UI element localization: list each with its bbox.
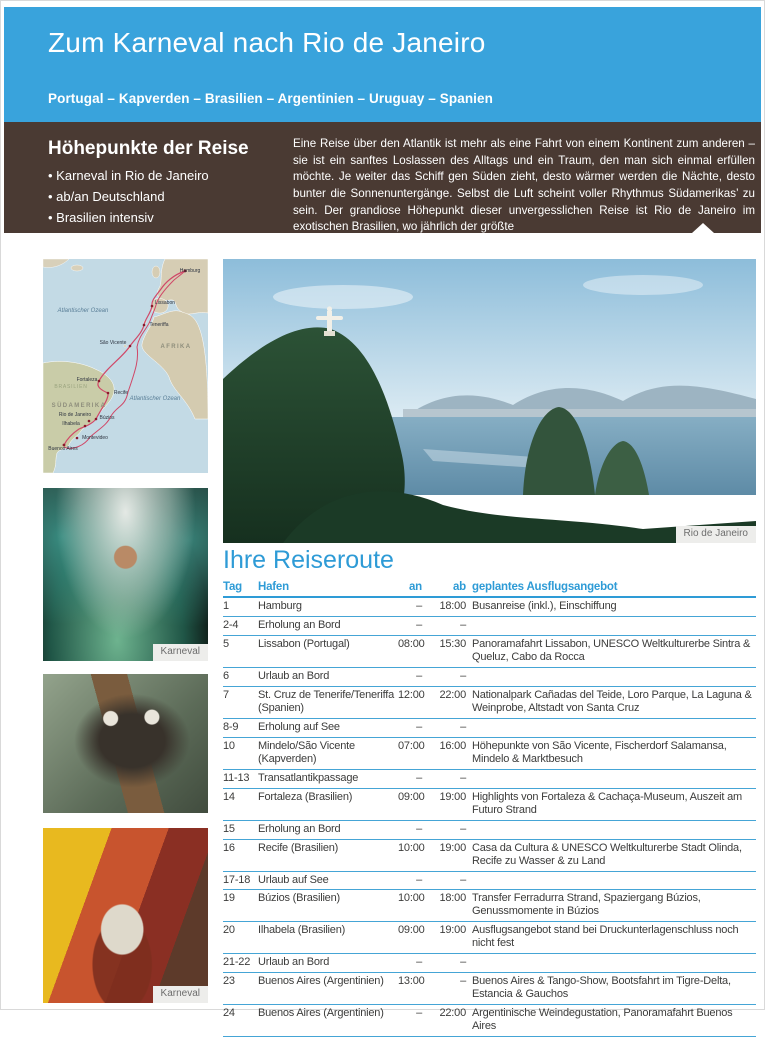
cell-dep: 19:00	[422, 922, 466, 954]
cell-dep: –	[422, 667, 466, 686]
map-port-label: Teneriffa	[149, 322, 169, 328]
itinerary-row	[223, 820, 756, 839]
cell-day: 5	[223, 635, 258, 667]
cell-dep: –	[422, 820, 466, 839]
cell-arr: –	[398, 769, 422, 788]
cell-day: 10	[223, 737, 258, 769]
cell-plan: Highlights von Fortaleza & Cachaça-Museum, Auszeit am Futuro Strand	[466, 788, 756, 820]
cell-port: Búzios (Brasilien)	[258, 890, 398, 922]
map-port-label: São Vicente	[99, 340, 127, 346]
highlight-item: • Brasilien intensiv	[48, 208, 209, 229]
cell-plan	[466, 616, 756, 635]
cell-plan: Nationalpark Cañadas del Teide, Loro Parque, La Laguna & Weinprobe, Altstadt von Santa Cruz	[466, 686, 756, 718]
cell-port: Recife (Brasilien)	[258, 839, 398, 871]
cell-port: Erholung auf See	[258, 718, 398, 737]
highlights-list	[48, 166, 209, 228]
itinerary-row	[223, 737, 756, 769]
cell-arr: –	[398, 616, 422, 635]
itinerary-row	[223, 973, 756, 1005]
map-area-label: BRASILIEN	[54, 384, 88, 390]
cell-dep: –	[422, 954, 466, 973]
cell-arr: 13:00	[398, 973, 422, 1005]
route-countries-subtitle: Portugal – Kapverden – Brasilien – Argentinien – Uruguay – Spanien	[48, 91, 493, 106]
itinerary-row	[223, 1005, 756, 1037]
map-port-label: Lissabon	[154, 300, 176, 306]
cell-dep: 15:30	[422, 635, 466, 667]
highlight-item: • Karneval in Rio de Janeiro	[48, 166, 209, 187]
col-header-excursions: geplantes Ausflugsangebot	[466, 581, 756, 597]
cell-plan	[466, 667, 756, 686]
cell-port: Mindelo/São Vicente (Kapverden)	[258, 737, 398, 769]
cell-arr: 08:00	[398, 635, 422, 667]
cell-day: 24	[223, 1005, 258, 1037]
cell-port: Urlaub an Bord	[258, 954, 398, 973]
cell-port: Erholung an Bord	[258, 820, 398, 839]
monkey-photo	[43, 674, 208, 813]
cell-day: 16	[223, 839, 258, 871]
cell-plan: Höhepunkte von São Vicente, Fischerdorf Salamansa, Mindelo & Marktbesuch	[466, 737, 756, 769]
map-port-label: Rio de Janeiro	[58, 412, 92, 418]
map-port-label: Hamburg	[179, 268, 201, 274]
itinerary-row	[223, 597, 756, 616]
col-header-port: Hafen	[258, 581, 398, 597]
page-header	[4, 7, 761, 122]
cell-port: Erholung an Bord	[258, 616, 398, 635]
cell-port: Buenos Aires (Argentinien)	[258, 973, 398, 1005]
cell-plan: Ausflugsangebot stand bei Druckunterlagenschluss noch nicht fest	[466, 922, 756, 954]
itinerary-row	[223, 954, 756, 973]
route-map-image	[43, 259, 208, 473]
scroll-up-arrow-icon	[692, 223, 714, 233]
cell-port: Buenos Aires (Argentinien)	[258, 1005, 398, 1037]
map-area-label: Atlantischer Ozean	[129, 396, 181, 402]
col-header-day: Tag	[223, 581, 258, 597]
itinerary-row	[223, 769, 756, 788]
cell-plan: Panoramafahrt Lissabon, UNESCO Weltkulturerbe Sintra & Queluz, Cabo da Rocca	[466, 635, 756, 667]
map-area-label: AFRIKA	[160, 344, 192, 350]
atlantic-map-graphic	[43, 259, 208, 473]
cell-arr: –	[398, 667, 422, 686]
cell-port: Ilhabela (Brasilien)	[258, 922, 398, 954]
drummers-photo	[43, 828, 208, 1003]
cell-port: St. Cruz de Tenerife/Teneriffa (Spanien)	[258, 686, 398, 718]
highlights-band	[4, 122, 761, 233]
itinerary-row	[223, 890, 756, 922]
cell-plan: Casa da Cultura & UNESCO Weltkulturerbe Stadt Olinda, Recife zu Wasser & zu Land	[466, 839, 756, 871]
cell-day: 19	[223, 890, 258, 922]
cell-dep: 19:00	[422, 839, 466, 871]
cell-arr: –	[398, 597, 422, 616]
cell-port: Transatlantikpassage	[258, 769, 398, 788]
cell-day: 2-4	[223, 616, 258, 635]
map-port-label: Buenos Aires	[48, 446, 78, 452]
cell-day: 21-22	[223, 954, 258, 973]
col-header-arrival: an	[398, 581, 422, 597]
cell-plan: Buenos Aires & Tango-Show, Bootsfahrt im Tigre-Delta, Estancia & Gauchos	[466, 973, 756, 1005]
cell-day: 7	[223, 686, 258, 718]
cell-plan	[466, 954, 756, 973]
cell-arr: 09:00	[398, 788, 422, 820]
intro-paragraph: Eine Reise über den Atlantik ist mehr als eine Fahrt von einem Kontinent zum anderen – sie ist ein sanftes Loslassen des Alltags und ein Traum, den man sich einmal erfüllen möchte. Je weiter das Schiff gen Süden zieht, desto wärmer werden die Nächte, desto bunter die Sonnenuntergänge. Selbst die Luft scheint voller Rhythmus Südamerikas’ zu sein. Der grandiose Höhepunkt dieser unvergesslichen Reise ist Rio de Janeiro im exotischen Brasilien, wo jährlich der größte	[293, 137, 755, 234]
cell-plan	[466, 820, 756, 839]
map-area-label: Atlantischer Ozean	[57, 308, 109, 314]
photo-caption: Karneval	[153, 644, 208, 661]
photo-caption: Rio de Janeiro	[676, 526, 756, 543]
cell-plan	[466, 769, 756, 788]
carnival-dancer-photo	[43, 488, 208, 661]
rio-photo-graphic	[223, 259, 756, 543]
cell-arr: –	[398, 954, 422, 973]
map-port-label: Ilhabela	[62, 421, 80, 427]
cell-day: 14	[223, 788, 258, 820]
map-area-label: SÜDAMERIKA	[51, 403, 107, 409]
itinerary-row	[223, 718, 756, 737]
cell-dep: 22:00	[422, 1005, 466, 1037]
cell-arr: –	[398, 1005, 422, 1037]
cell-dep: 18:00	[422, 890, 466, 922]
cell-arr: 12:00	[398, 686, 422, 718]
highlight-item: • ab/an Deutschland	[48, 187, 209, 208]
cell-arr: 07:00	[398, 737, 422, 769]
cell-arr: 10:00	[398, 890, 422, 922]
itinerary-row	[223, 635, 756, 667]
page-title: Zum Karneval nach Rio de Janeiro	[48, 27, 486, 58]
col-header-departure: ab	[422, 581, 466, 597]
itinerary-row	[223, 686, 756, 718]
cell-day: 17-18	[223, 871, 258, 890]
cell-dep: –	[422, 718, 466, 737]
cell-dep: 22:00	[422, 686, 466, 718]
itinerary-body	[223, 597, 756, 1037]
map-port-label: Recife	[113, 390, 129, 396]
cell-arr: 10:00	[398, 839, 422, 871]
cell-day: 23	[223, 973, 258, 1005]
cell-day: 8-9	[223, 718, 258, 737]
cell-plan	[466, 718, 756, 737]
map-port-label: Búzios	[99, 415, 115, 421]
cell-port: Hamburg	[258, 597, 398, 616]
cell-day: 11-13	[223, 769, 258, 788]
cell-port: Fortaleza (Brasilien)	[258, 788, 398, 820]
cell-dep: –	[422, 871, 466, 890]
cell-plan: Transfer Ferradurra Strand, Spaziergang Búzios, Genussmomente in Búzios	[466, 890, 756, 922]
itinerary-row	[223, 922, 756, 954]
cell-plan: Argentinische Weindegustation, Panoramafahrt Buenos Aires	[466, 1005, 756, 1037]
cell-port: Lissabon (Portugal)	[258, 635, 398, 667]
cell-dep: 18:00	[422, 597, 466, 616]
cell-day: 15	[223, 820, 258, 839]
photo-caption: Karneval	[153, 986, 208, 1003]
itinerary-heading: Ihre Reiseroute	[223, 546, 394, 574]
map-port-label: Fortaleza	[76, 377, 98, 383]
itinerary-row	[223, 667, 756, 686]
highlights-heading: Höhepunkte der Reise	[48, 138, 249, 159]
cell-dep: –	[422, 616, 466, 635]
itinerary-row	[223, 839, 756, 871]
cell-arr: –	[398, 871, 422, 890]
cell-day: 6	[223, 667, 258, 686]
cell-dep: –	[422, 769, 466, 788]
cell-dep: 16:00	[422, 737, 466, 769]
cell-arr: 09:00	[398, 922, 422, 954]
itinerary-row	[223, 788, 756, 820]
cell-arr: –	[398, 820, 422, 839]
itinerary-header-row	[223, 581, 756, 597]
cell-port: Urlaub an Bord	[258, 667, 398, 686]
map-port-label: Montevideo	[82, 435, 108, 441]
cell-day: 1	[223, 597, 258, 616]
cell-plan	[466, 871, 756, 890]
cell-dep: –	[422, 973, 466, 1005]
cell-day: 20	[223, 922, 258, 954]
itinerary-row	[223, 616, 756, 635]
itinerary-row	[223, 871, 756, 890]
rio-hero-photo	[223, 259, 756, 543]
cell-arr: –	[398, 718, 422, 737]
itinerary-table	[223, 581, 756, 1037]
cell-dep: 19:00	[422, 788, 466, 820]
cell-plan: Busanreise (inkl.), Einschiffung	[466, 597, 756, 616]
cell-port: Urlaub auf See	[258, 871, 398, 890]
